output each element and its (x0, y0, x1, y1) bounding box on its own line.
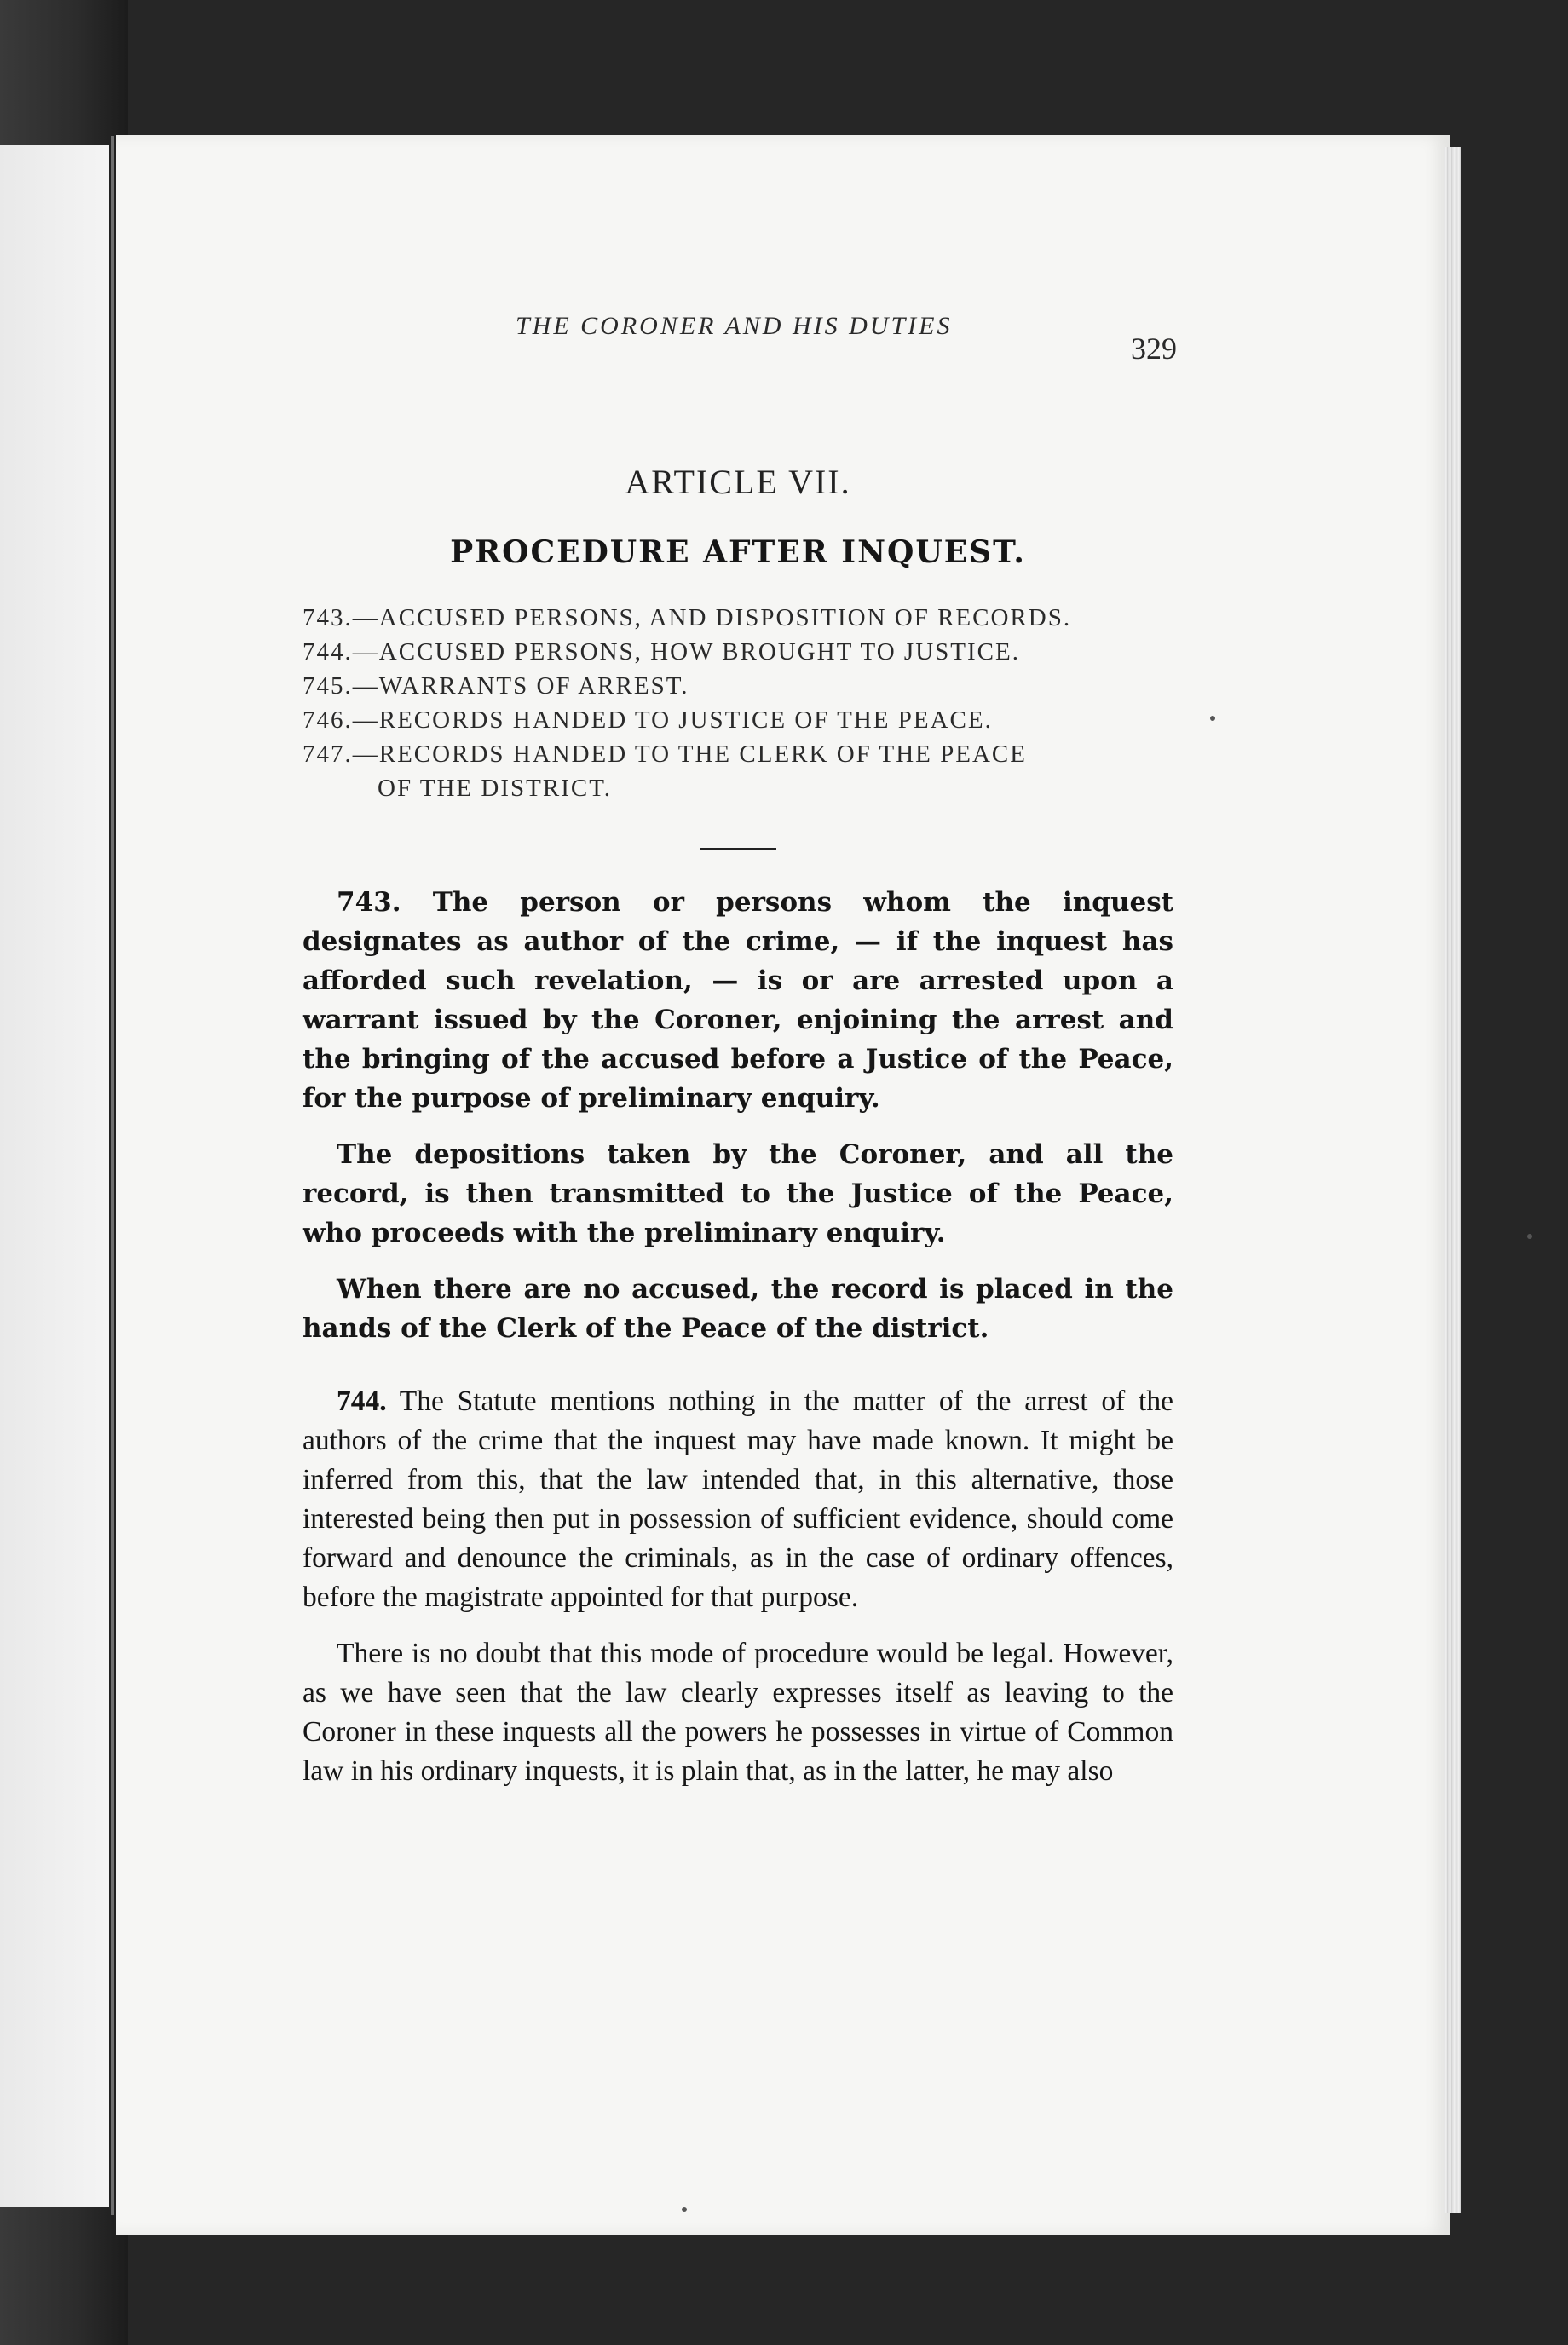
page-edges (1444, 147, 1461, 2213)
section-number: 744. (337, 1386, 387, 1417)
page-content (303, 290, 1177, 1791)
contents-entry: 744.—ACCUSED PERSONS, HOW BROUGHT TO JUSTICE. (303, 638, 1020, 665)
page-number: 329 (1131, 331, 1177, 366)
book-gutter (111, 136, 114, 2215)
paper-speck (1210, 716, 1215, 721)
article-contents (303, 601, 1173, 805)
section-743-paragraph-2: The depositions taken by the Coroner, and all the record, is then transmitted to the Justice of the Peace, who proceeds with the preliminary enquiry. (303, 1139, 1173, 1248)
contents-entry-continuation: OF THE DISTRICT. (378, 775, 613, 802)
contents-entry: 743.—ACCUSED PERSONS, AND DISPOSITION OF RECORDS. (303, 604, 1072, 631)
paragraph-gap (303, 1253, 1173, 1270)
section-744-paragraph-1 (303, 1382, 1173, 1617)
paper-speck (1527, 1234, 1532, 1239)
section-743-paragraph-3: When there are no accused, the record is placed in the hands of the Clerk of the Peace of the district. (303, 1274, 1173, 1344)
running-header (303, 290, 1177, 366)
contents-entry: 745.—WARRANTS OF ARREST. (303, 672, 689, 700)
section-number: 743. (337, 887, 401, 918)
section-743 (303, 883, 1173, 1348)
section-744 (303, 1382, 1173, 1791)
section-gap (303, 1348, 1173, 1382)
contents-entry: 746.—RECORDS HANDED TO JUSTICE OF THE PEACE. (303, 706, 993, 734)
paper-speck (682, 2207, 687, 2212)
paragraph-gap (303, 1118, 1173, 1135)
running-title: THE CORONER AND HIS DUTIES (516, 312, 953, 340)
section-744-paragraph-2: There is no doubt that this mode of procedure would be legal. However, as we have seen that the law clearly expresses itself as leaving to the Coroner in these inquests all the powers he possesses in virtue of Common law in his ordinary inquests, it is plain that, as in the latter, he may also (303, 1638, 1173, 1787)
previous-page-edge (0, 145, 109, 2207)
paragraph-text: The person or persons whom the inquest designates as author of the crime, — if the inquest has afforded such revelation, — is or are arrested upon a warrant issued by the Coroner, enjoining the arrest and the bringing of the accused before a Justice of the Peace, for the purpose of preliminary enquiry. (303, 887, 1174, 1114)
paragraph-text: The Statute mentions nothing in the matter of the arrest of the authors of the crime that the inquest may have made known. It might be inferred from this, that the law intended that, in this alternative, those interested being then put in possession of sufficient evidence, should come forward and denounce the criminals, as in the case of ordinary offences, before the magistrate appointed for that purpose. (303, 1386, 1173, 1613)
paragraph-gap (303, 1617, 1173, 1634)
section-divider (700, 848, 776, 850)
section-743-paragraph-1 (303, 883, 1173, 1118)
article-title: PROCEDURE AFTER INQUEST. (450, 534, 1026, 570)
article-heading: ARTICLE VII. (625, 463, 851, 501)
contents-entry: 747.—RECORDS HANDED TO THE CLERK OF THE PEACE (303, 740, 1027, 768)
